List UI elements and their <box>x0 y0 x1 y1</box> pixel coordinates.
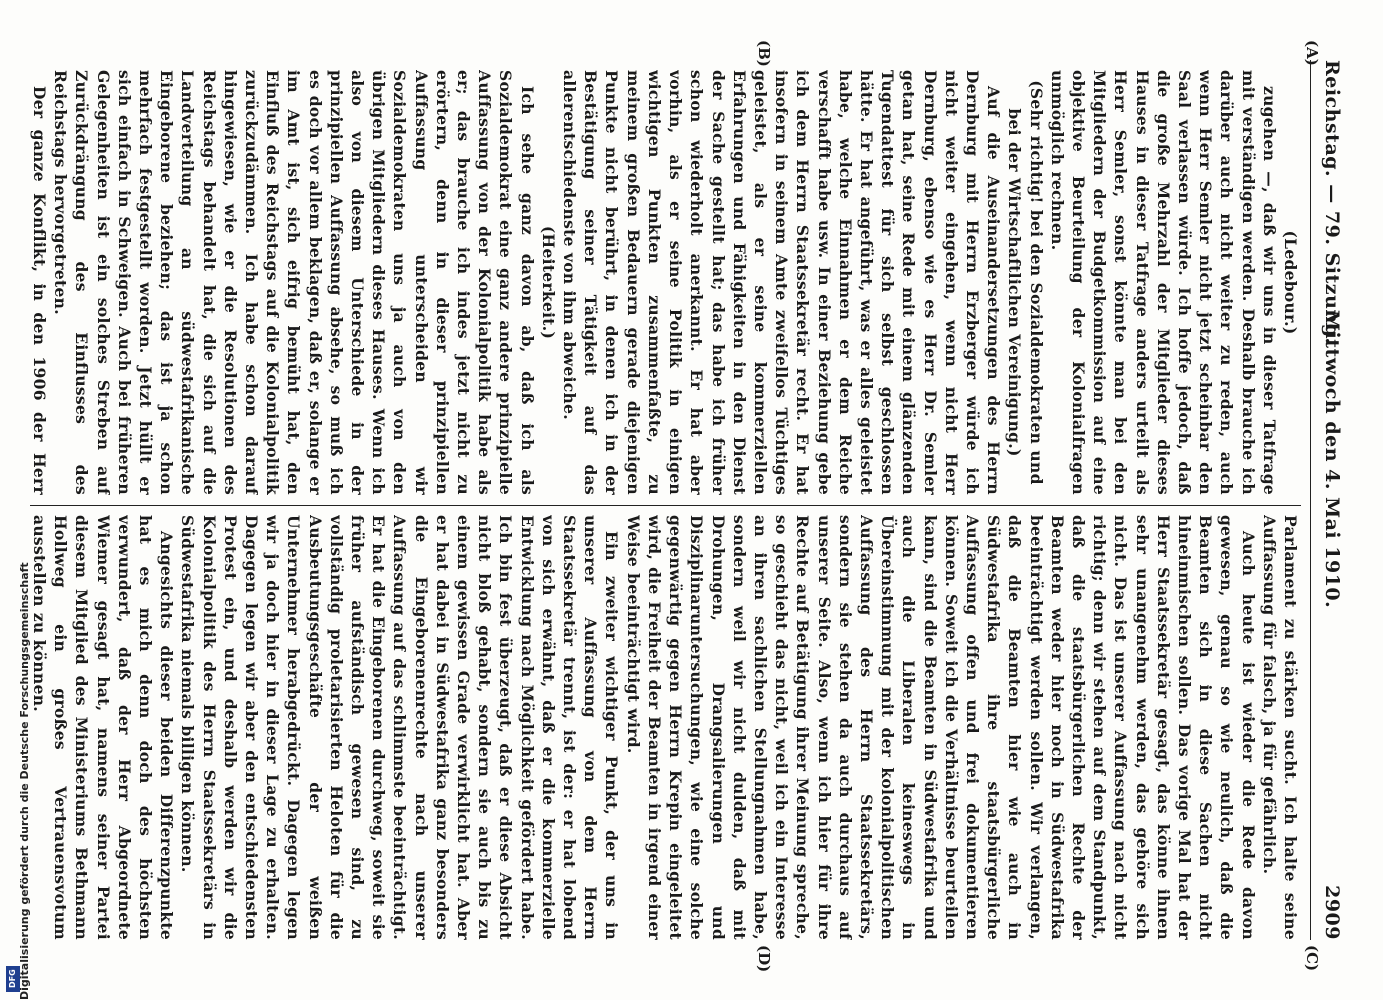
interjection: (Heiterkeit.) <box>538 225 558 340</box>
header-left: Reichstag. — 79. Sitzung. <box>1321 60 1343 345</box>
paragraph: Parlament zu stärken sucht. Ich halte seine Auffassung für falsch, ja für gefährlich. <box>1259 515 1300 940</box>
left-column <box>30 70 1301 495</box>
interjection: (Sehr richtig! bei den Sozialdemokraten und bei der Wirtschaftlichen Vereinigung.) <box>1005 80 1046 485</box>
paragraph: Der ganze Konflikt, in den 1906 der Herr <box>30 86 50 495</box>
margin-mark-d: (D) <box>755 945 773 973</box>
interjection: (Ledebour.) <box>1281 230 1300 335</box>
margin-mark-b: (B) <box>755 40 773 67</box>
paragraph: Ich sehe ganz davon ab, daß ich als Sozialdemokrat eine ganz andere prinzipielle Auffassung von der Kolonialpolitik habe als er; das brauche ich indes jetzt nicht zu erörtern, denn in dieser prinzipiellen Auffassung unterscheiden wir Sozialdemokraten uns ja auch von den übrigen Mitgliedern dieses Hauses. Wenn ich also von diesem Unterschiede in der prinzipiellen Auffassung absehe, so muß ich es doch vor allem beklagen, daß er, solange er im Amt ist, sich eifrig bemüht hat, den Einfluß des Reichstags auf die Kolonialpolitik zurückzudämmen. Ich habe schon darauf hingewiesen, wie er die Resolutionen des Reichstags behandelt hat, die sich auf die Landverteilung an südwestafrikanische Eingeborene beziehen; das ist ja schon mehrfach festgestellt worden. Jetzt hüllt er sich einfach in Schweigen. Auch bei früheren Gelegenheiten ist ein solches Streben auf Zurückdrängung des Einflusses des Reichstags hervorgetreten. <box>51 70 537 495</box>
dfg-logo: DFG <box>6 966 20 992</box>
paragraph: Ein zweiter wichtiger Punkt, der uns in unserer Auffassung von dem Herrn Staatssekretär trennt, ist der: er hat lobend von sich erwähnt, daß er die kommerzielle Entwicklung nach Möglichkeit gefördert habe. Ich bin fest überzeugt, daß er diese Absicht nicht bloß gehabt, sondern sie auch bis zu einem gewissen Grade verwirklicht hat. Aber er hat dabei in Südwestafrika ganz besonders die Eingeborenenrechte nach unserer Auffassung auf das schlimmste beeinträchtigt. Er hat die Eingeborenen durchweg, soweit sie früher aufständisch gewesen sind, zu vollständig proletarisierten Heloten für die Ausbeutungsgeschäfte der weißen Unternehmer herabgedrückt. Dagegen legen wir ja doch hier in dieser Lage zu erhalten. Dagegen legen wir aber den entschiedensten Protest ein, und deshalb werden wir die Kolonialpolitik des Herrn Staatssekretärs in Südwestafrika niemals billigen können. <box>178 515 622 940</box>
paragraph: Auf die Auseinandersetzungen des Herrn Dernburg mit Herrn Erzberger würde ich nicht weiter eingehen, wenn nicht Herr Dernburg, ebenso wie es Herr Dr. Semler getan hat, seine Rede mit einem glänzenden Tugendattest für sich selbst geschlossen hätte. Er hat angeführt, was er alles geleistet habe, welche Einnahmen er dem Reiche verschafft habe usw. In einer Beziehung gebe ich dem Herrn Staatssekretär recht. Er hat insofern in seinem Amte zweifellos Tüchtiges geleistet, als er seine kommerziellen Erfahrungen und Fähigkeiten in den Dienst der Sache gestellt hat; das habe ich früher schon wiederholt anerkannt. Er hat aber vorhin, als er seine Politik in einigen wichtigen Punkten zusammenfaßte, zu meinem großen Bedauern gerade diejenigen Punkte nicht berührt, in denen ich in der Bestätigung seiner Tätigkeit auf das allerentschiedenste von ihm abweiche. <box>560 70 1004 495</box>
margin-mark-c: (C) <box>1303 945 1321 972</box>
margin-mark-a: (A) <box>1303 40 1321 66</box>
page-header <box>1313 60 1343 940</box>
page-number: 2909 <box>1321 885 1343 940</box>
paragraph: Angesichts dieser beiden Differenzpunkte hat es mich denn doch des höchsten verwundert, daß der Herr Abgeordnete Wiemer gesagt hat, namens seiner Partei diesem Mitglied des Ministeriums Bethmann Hollweg ein großes Vertrauensvotum ausstellen zu können. <box>30 515 177 940</box>
paragraph: zugehen —, daß wir uns in dieser Tatfrage mit verständigen werden. Deshalb brauche ich darüber auch nicht weiter zu reden, auch wenn Herr Semler nicht jetzt scheinbar den Saal verlassen würde. Ich hoffe jedoch, daß die große Mehrzahl der Mitglieder dieses Hauses in dieser Tatfrage anders urteilt als Herr Semler, sonst könnte man bei den Mitgliedern der Budgetkommission auf eine objektive Beurteilung der Kolonialfragen unmöglich rechnen. <box>1047 70 1279 495</box>
digitization-credit: Digitalisierung gefördert durch die Deutsche Forschungsgemeinschaft <box>18 562 31 1000</box>
column-divider <box>30 505 1301 506</box>
paragraph: Auch heute ist wieder die Rede davon gewesen, genau so wie neulich, daß die Beamten sich in diese Sachen nicht hineinmischen sollen. Das vorige Mal hat der Herr Staatssekretär gesagt, das könne ihnen sehr unangenehm werden, das gehöre sich nicht. Das ist unserer Auffassung nach nicht richtig; denn wir stehen auf dem Standpunkt, daß die staatsbürgerlichen Rechte der Beamten weder hier noch in Südwestafrika beeinträchtigt werden sollen. Wir verlangen, daß die Beamten hier wie auch in Südwestafrika ihre staatsbürgerliche Auffassung offen und frei dokumentieren können. Soweit ich die Verhältnisse beurteilen kann, sind die Beamten in Südwestafrika und auch die Liberalen keineswegs in Übereinstimmung mit der kolonialpolitischen Auffassung des Herrn Staatssekretärs, sondern sie stehen da auch durchaus auf unserer Seite. Also, wenn ich hier für ihre Rechte auf Betätigung ihrer Meinung spreche, so geschieht das nicht, weil ich ein Interesse an ihren sachlichen Stellungnahmen habe, sondern weil wir nicht dulden, daß mit Drohungen, Drangsalierungen und Disziplinaruntersuchungen, wie eine solche gegenwärtig gegen Herrn Krepin eingeleitet wird, die Freiheit der Beamten in irgend einer Weise beeinträchtigt wird. <box>623 515 1258 940</box>
header-rule <box>1310 60 1311 940</box>
right-column <box>30 515 1301 940</box>
header-date: Mittwoch den 4. Mai 1910. <box>1321 310 1343 609</box>
